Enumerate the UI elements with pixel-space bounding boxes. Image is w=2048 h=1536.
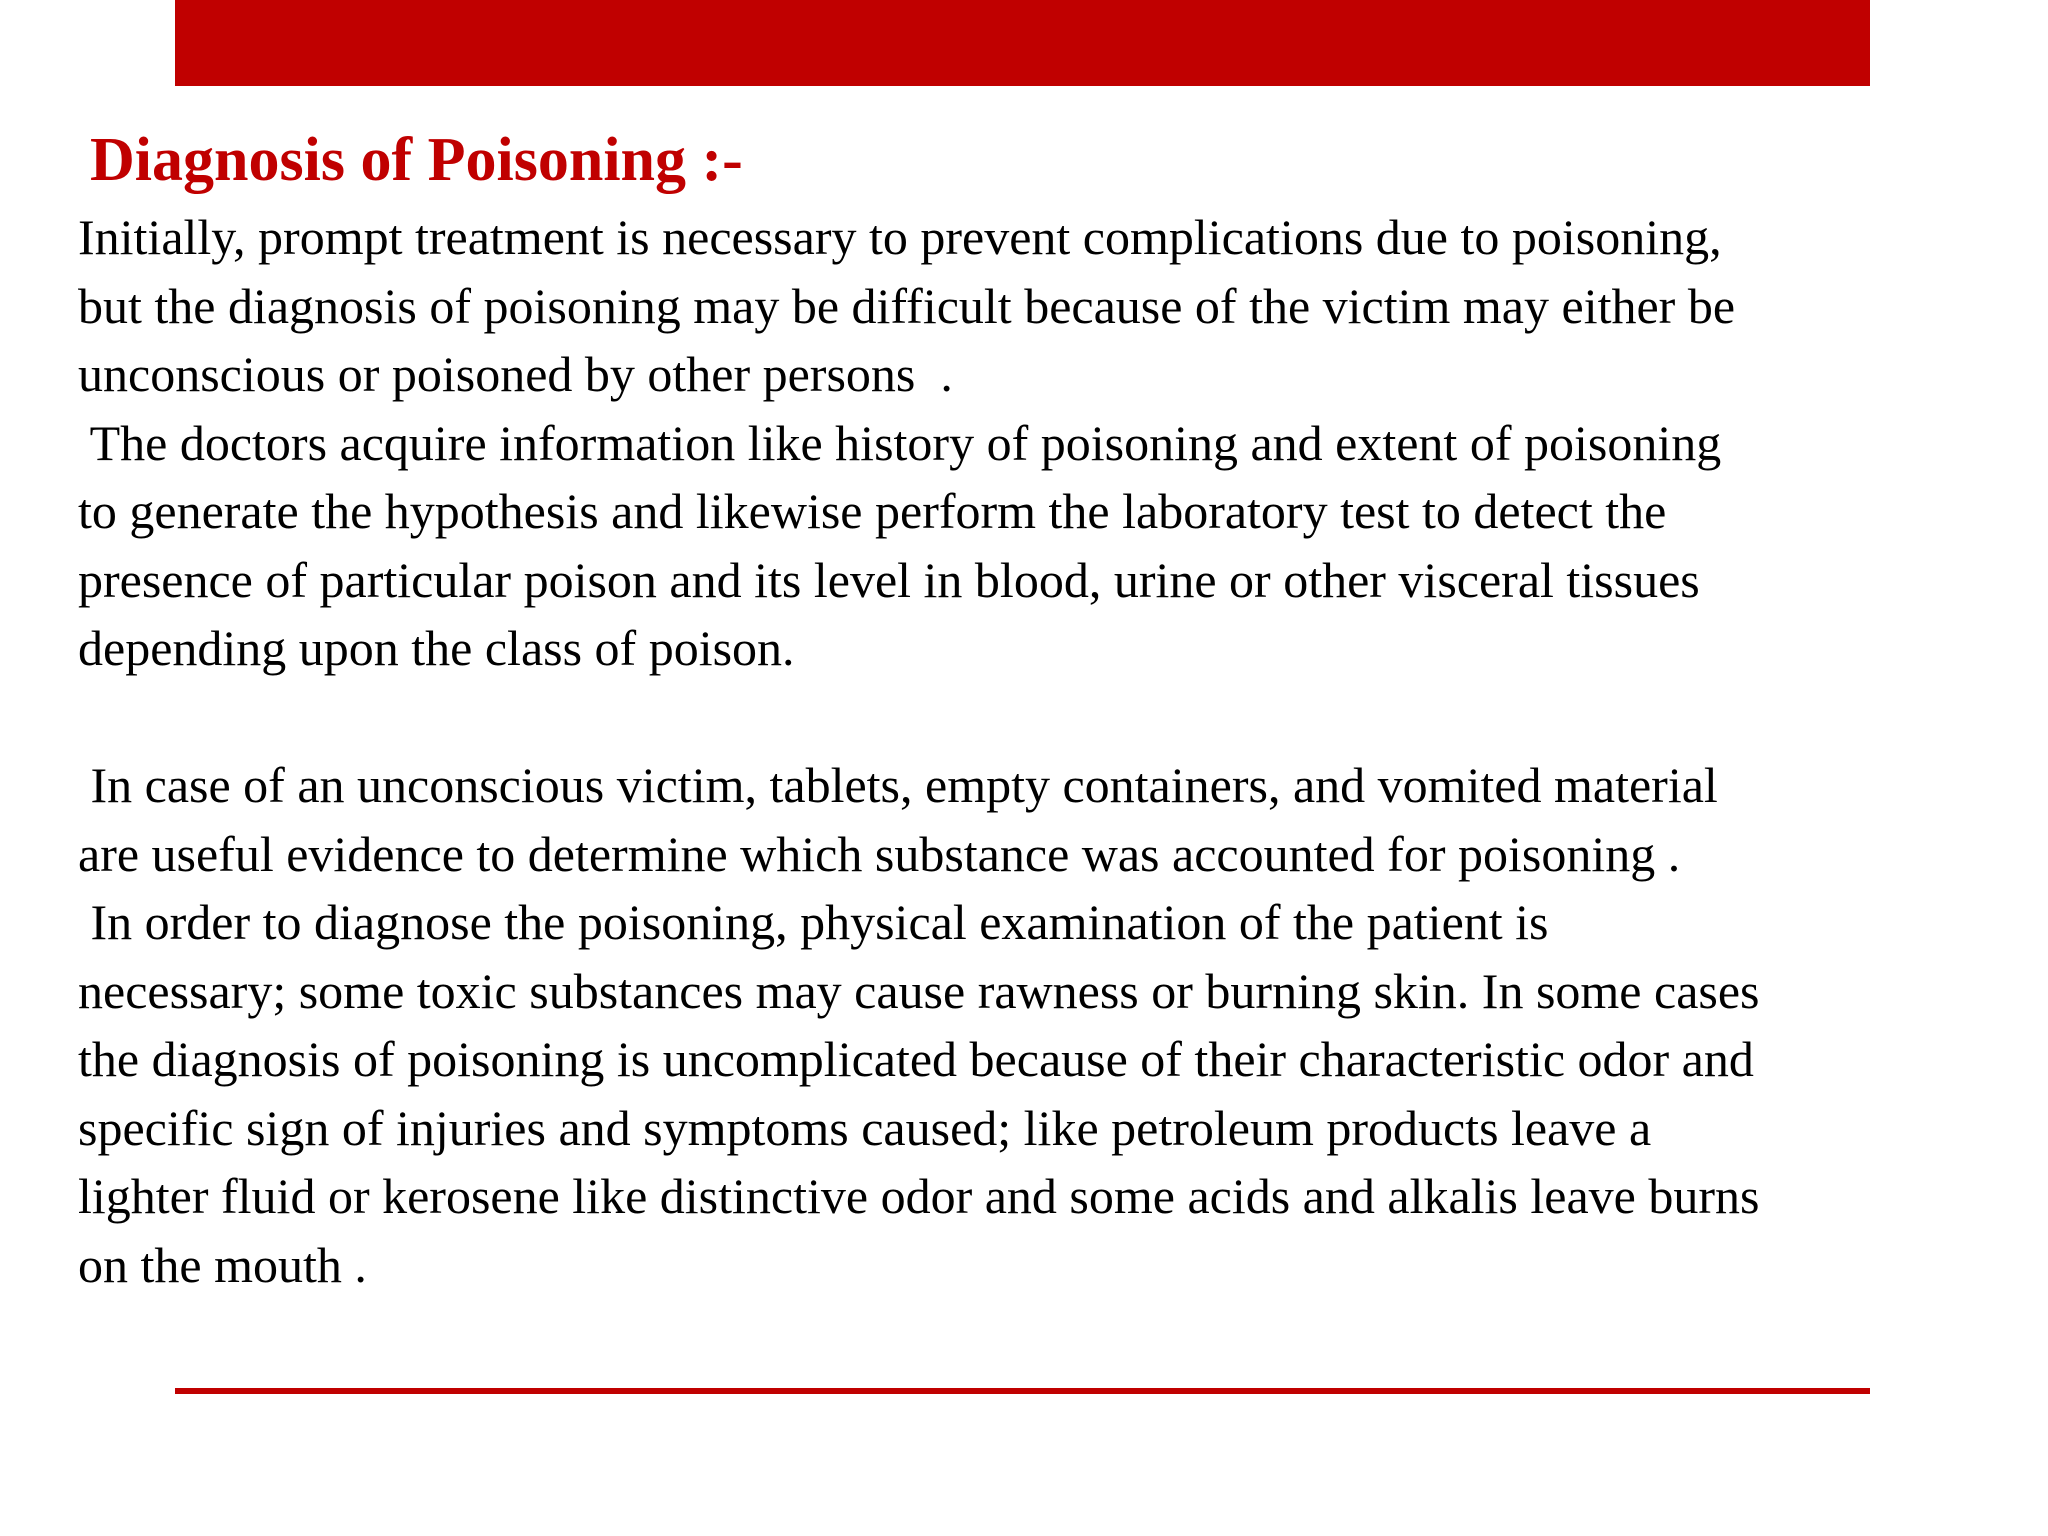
body-line: Initially, prompt treatment is necessary to prevent complications due to poisoning, (78, 209, 1722, 265)
body-line: lighter fluid or kerosene like distinctive odor and some acids and alkalis leave burns (78, 1168, 1760, 1224)
body-line: but the diagnosis of poisoning may be difficult because of the victim may either be (78, 277, 1736, 334)
body-line: The doctors acquire information like history of poisoning and extent of poisoning (78, 414, 1722, 471)
body-line: on the mouth . (78, 1236, 367, 1293)
body-line: depending upon the class of poison. (78, 620, 795, 676)
body-line: In order to diagnose the poisoning, physical examination of the patient is (78, 894, 1549, 950)
body-line-blank (78, 683, 2003, 752)
body-line: to generate the hypothesis and likewise perform the laboratory test to detect the (78, 483, 1667, 539)
slide-body (78, 203, 2003, 1299)
header-accent-bar (175, 0, 1870, 86)
footer-divider (175, 1388, 1870, 1394)
body-line: necessary; some toxic substances may cause rawness or burning skin. In some cases (78, 962, 1760, 1019)
body-line: are useful evidence to determine which substance was accounted for poisoning . (78, 825, 1681, 882)
body-line: presence of particular poison and its level in blood, urine or other visceral tissues (78, 551, 1700, 608)
body-line: unconscious or poisoned by other persons . (78, 346, 953, 402)
body-line: specific sign of injuries and symptoms caused; like petroleum products leave a (78, 1099, 1652, 1156)
body-line: In case of an unconscious victim, tablets, empty containers, and vomited material (78, 757, 1718, 813)
slide-title: Diagnosis of Poisoning :- (90, 126, 743, 194)
body-line: the diagnosis of poisoning is uncomplicated because of their characteristic odor and (78, 1031, 1754, 1087)
